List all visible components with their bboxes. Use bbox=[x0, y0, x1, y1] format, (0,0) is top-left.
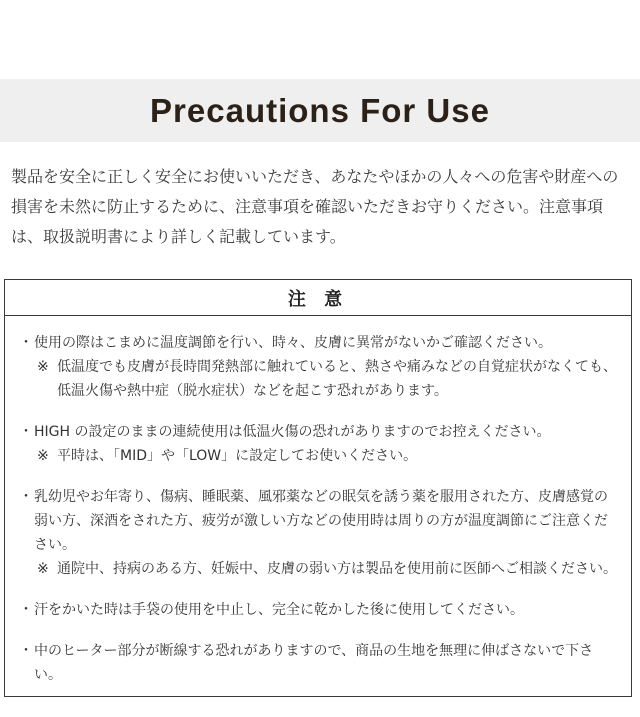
notice-item-text: 使用の際はこまめに温度調節を行い、時々、皮膚に異常がないかご確認ください。 bbox=[34, 335, 552, 351]
note-mark: ※ bbox=[37, 359, 49, 375]
note-mark: ※ bbox=[37, 561, 49, 577]
notice-item bbox=[19, 485, 621, 581]
notice-item-text: 汗をかいた時は手袋の使用を中止し、完全に乾かした後に使用してください。 bbox=[34, 602, 524, 618]
bullet-mark: ・ bbox=[19, 335, 33, 351]
notice-item-note: 平時は、「MID」や「LOW」に設定してお使いください。 bbox=[57, 448, 418, 464]
title-band bbox=[0, 79, 640, 142]
notice-list bbox=[5, 316, 631, 687]
notice-item-note: 低温度でも皮膚が長時間発熱部に触れていると、熱さや痛みなどの自覚症状がなくても、低温火傷や熱中症（脱水症状）などを起こす恐れがあります。 bbox=[57, 359, 617, 399]
intro-paragraph: 製品を安全に正しく安全にお使いいただき、あなたやほかの人々への危害や財産への損害を未然に防止するために、注意事項を確認いただきお守りください。注意事項は、取扱説明書により詳しく記載しています。 bbox=[11, 167, 619, 246]
notice-item-text: 乳幼児やお年寄り、傷病、睡眠薬、風邪薬などの眠気を誘う薬を服用された方、皮膚感覚の弱い方、深酒をされた方、疲労が激しい方などの使用時は周りの方が温度調節にご注意ください。 bbox=[34, 489, 608, 553]
notice-item bbox=[19, 420, 621, 468]
notice-item bbox=[19, 331, 621, 403]
bullet-mark: ・ bbox=[19, 424, 33, 440]
notice-item-text: 中のヒーター部分が断線する恐れがありますので、商品の生地を無理に伸ばさないで下さい。 bbox=[34, 643, 594, 683]
notice-box bbox=[4, 279, 632, 697]
bullet-mark: ・ bbox=[19, 643, 33, 659]
notice-heading: 注 意 bbox=[5, 280, 631, 316]
page-title: Precautions For Use bbox=[150, 91, 490, 129]
note-mark: ※ bbox=[37, 448, 49, 464]
notice-item-note: 通院中、持病のある方、妊娠中、皮膚の弱い方は製品を使用前に医師へご相談ください。 bbox=[57, 561, 617, 577]
bullet-mark: ・ bbox=[19, 602, 33, 618]
notice-item bbox=[19, 639, 621, 687]
notice-item bbox=[19, 598, 621, 622]
notice-item-text: HIGH の設定のままの連続使用は低温火傷の恐れがありますのでお控えください。 bbox=[34, 424, 551, 440]
bullet-mark: ・ bbox=[19, 489, 33, 505]
